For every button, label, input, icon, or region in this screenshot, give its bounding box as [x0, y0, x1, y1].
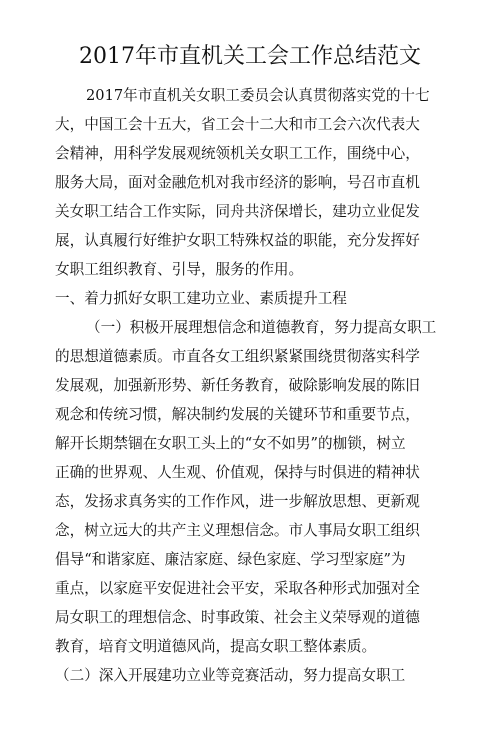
- text-line: 倡导“和谐家庭、廉洁家庭、绿色家庭、学习型家庭”为: [55, 551, 406, 568]
- text-line: 2017年市直机关女职工委员会认真贯彻落实党的十七: [86, 87, 430, 104]
- text-line: 正确的世界观、人生观、价值观，保持与时俱进的精神状: [55, 464, 420, 481]
- text-line: （二）深入开展建功立业等竞赛活动，努力提高女职工: [55, 667, 406, 684]
- text-line: 发展观，加强新形势、新任务教育，破除影响发展的陈旧: [55, 377, 420, 394]
- text-line: 展，认真履行好维护女职工特殊权益的职能，充分发挥好: [55, 232, 420, 249]
- text-line: 教育，培育文明道德风尚，提高女职工整体素质。: [55, 638, 377, 655]
- text-line: 解开长期禁锢在女职工头上的“女不如男”的枷锁，树立: [55, 435, 406, 452]
- text-line: 关女职工结合工作实际，同舟共济保增长，建功立业促发: [55, 203, 420, 220]
- text-line: 女职工组织教育、引导，服务的作用。: [55, 261, 304, 278]
- text-line: 大，中国工会十五大，省工会十二大和市工会六次代表大: [55, 116, 420, 133]
- text-line: （一）积极开展理想信念和道德教育，努力提高女职工: [86, 319, 437, 336]
- text-line: 观念和传统习惯，解决制约发展的关键环节和重要节点，: [55, 406, 420, 423]
- document-title: 2017年市直机关工会工作总结范文: [79, 44, 421, 69]
- text-line: 重点，以家庭平安促进社会平安，采取各种形式加强对全: [55, 580, 420, 597]
- text-line: 的思想道德素质。市直各女工组织紧紧围绕贯彻落实科学: [55, 348, 420, 365]
- text-line: 服务大局，面对金融危机对我市经济的影响，号召市直机: [55, 174, 420, 191]
- section-heading: 一、着力抓好女职工建功立业、素质提升工程: [55, 290, 347, 307]
- text-line: 念，树立远大的共产主义理想信念。市人事局女职工组织: [55, 522, 420, 539]
- text-line: 局女职工的理想信念、时事政策、社会主义荣辱观的道德: [55, 609, 420, 626]
- text-line: 会精神，用科学发展观统领机关女职工工作，围绕中心，: [55, 145, 420, 162]
- text-line: 态，发扬求真务实的工作作风，进一步解放思想、更新观: [55, 493, 420, 510]
